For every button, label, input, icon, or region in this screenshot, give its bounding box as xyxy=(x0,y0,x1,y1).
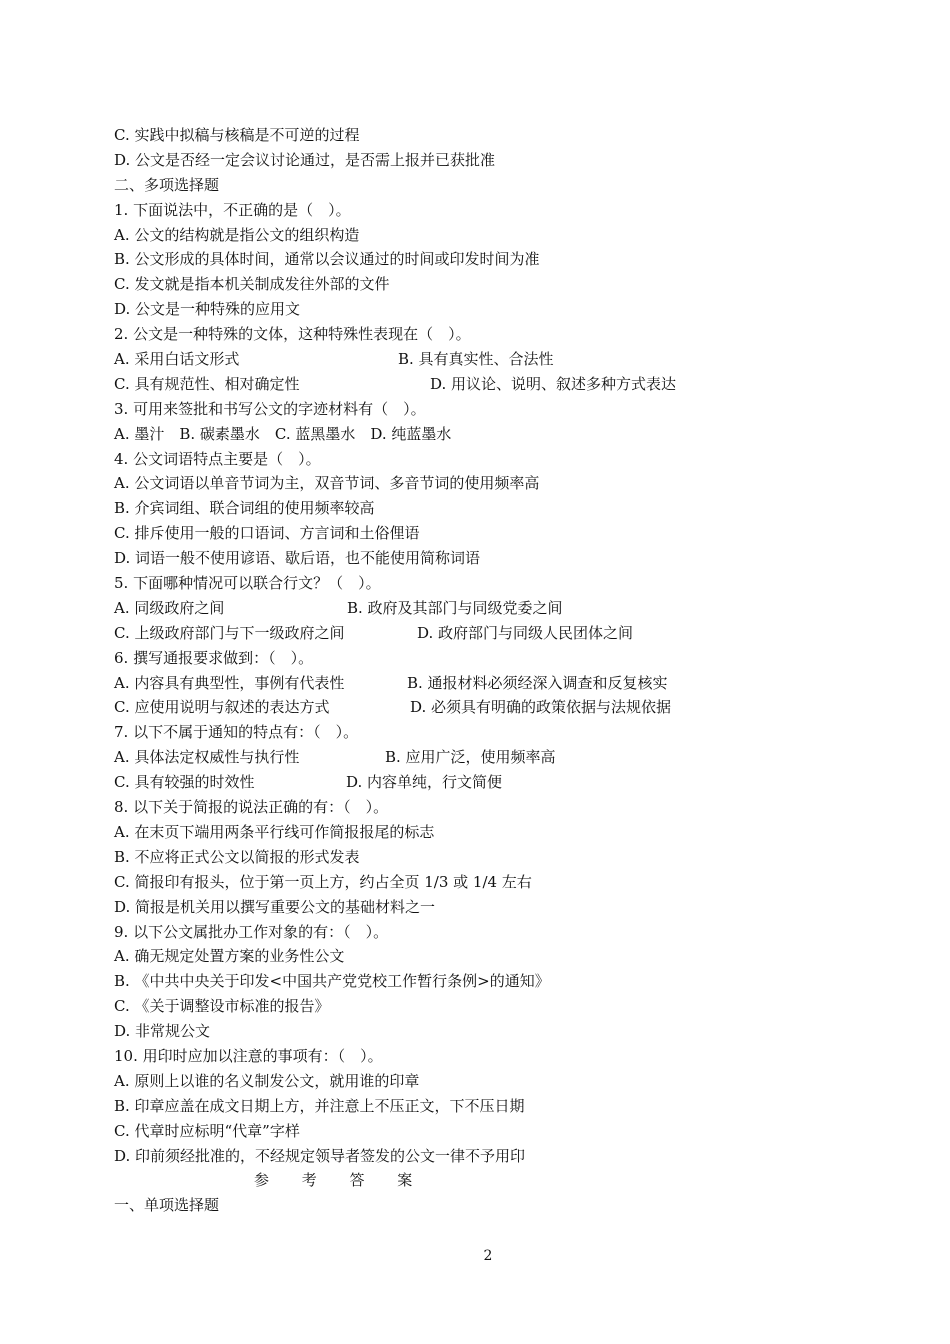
question-line: 5. 下面哪种情况可以联合行文？（ ）。 xyxy=(114,574,381,593)
question-line: 10. 用印时应加以注意的事项有：（ ）。 xyxy=(114,1046,383,1065)
question-line: 7. 以下不属于通知的特点有：（ ）。 xyxy=(114,723,359,742)
option-row xyxy=(114,621,814,646)
option-line: C. 《关于调整设市标准的报告》 xyxy=(114,997,330,1016)
option-a: A. 具体法定权威性与执行性 xyxy=(114,748,300,767)
option-line: A. 确无规定处置方案的业务性公文 xyxy=(114,947,345,966)
option-line: C. 简报印有报头，位于第一页上方，约占全页 1/3 或 1/4 左右 xyxy=(114,872,532,891)
question-line: 2. 公文是一种特殊的文体，这种特殊性表现在（ ）。 xyxy=(114,325,471,344)
option-row xyxy=(114,770,814,795)
question-line: 3. 可用来签批和书写公文的字迹材料有（ ）。 xyxy=(114,399,426,418)
option-b: B. 政府及其部门与同级党委之间 xyxy=(347,598,563,617)
question-line: 8. 以下关于简报的说法正确的有：（ ）。 xyxy=(114,798,389,817)
question-line: 4. 公文词语特点主要是（ ）。 xyxy=(114,449,321,468)
option-line: A. 公文词语以单音节词为主，双音节词、多音节词的使用频率高 xyxy=(114,474,540,493)
section-heading: 二、多项选择题 xyxy=(114,175,220,194)
answer-section-heading: 一、单项选择题 xyxy=(114,1196,220,1215)
option-row xyxy=(114,671,814,696)
option-line: A. 墨汁 B. 碳素墨水 C. 蓝黑墨水 D. 纯蓝墨水 xyxy=(114,424,452,443)
option-row xyxy=(114,745,814,770)
option-c: C. 应使用说明与叙述的表达方式 xyxy=(114,698,330,717)
option-line: A. 在末页下端用两条平行线可作简报报尾的标志 xyxy=(114,822,435,841)
option-line: A. 原则上以谁的名义制发公文，就用谁的印章 xyxy=(114,1071,420,1090)
answer-title: 参 考 答 案 xyxy=(254,1171,427,1190)
option-line: D. 词语一般不使用谚语、歇后语，也不能使用简称词语 xyxy=(114,549,481,568)
option-d: D. 必须具有明确的政策依据与法规依据 xyxy=(410,698,672,717)
option-line: C. 排斥使用一般的口语词、方言词和土俗俚语 xyxy=(114,524,420,543)
text-line: C. 实践中拟稿与核稿是不可逆的过程 xyxy=(114,126,360,144)
option-row xyxy=(114,596,814,621)
option-row xyxy=(114,347,814,372)
option-line: D. 非常规公文 xyxy=(114,1022,211,1041)
option-b: B. 应用广泛，使用频率高 xyxy=(385,748,556,767)
option-line: C. 代章时应标明“代章”字样 xyxy=(114,1121,300,1140)
option-d: D. 内容单纯，行文简便 xyxy=(346,773,503,792)
option-d: D. 政府部门与同级人民团体之间 xyxy=(417,623,634,642)
option-a: A. 采用白话文形式 xyxy=(114,350,240,369)
option-line: D. 简报是机关用以撰写重要公文的基础材料之一 xyxy=(114,897,436,916)
page-number: 2 xyxy=(483,1248,493,1264)
option-line: B. 不应将正式公文以简报的形式发表 xyxy=(114,847,360,866)
option-row xyxy=(114,372,814,397)
option-line: B. 介宾词组、联合词组的使用频率较高 xyxy=(114,499,375,518)
question-line: 1. 下面说法中，不正确的是（ ）。 xyxy=(114,200,351,219)
option-c: C. 上级政府部门与下一级政府之间 xyxy=(114,623,345,642)
option-a: A. 同级政府之间 xyxy=(114,598,225,617)
question-line: 6. 撰写通报要求做到：（ ）。 xyxy=(114,648,314,667)
document-body xyxy=(114,123,814,1218)
option-line: B. 《中共中央关于印发<中国共产党党校工作暂行条例>的通知》 xyxy=(114,972,550,991)
option-a: A. 内容具有典型性，事例有代表性 xyxy=(114,673,345,692)
option-line: D. 印前须经批准的，不经规定领导者签发的公文一律不予用印 xyxy=(114,1146,526,1165)
option-line: B. 印章应盖在成文日期上方，并注意上不压正文，下不压日期 xyxy=(114,1096,525,1115)
option-line: B. 公文形成的具体时间，通常以会议通过的时间或印发时间为准 xyxy=(114,250,540,269)
option-row xyxy=(114,695,814,720)
option-line: D. 公文是一种特殊的应用文 xyxy=(114,300,301,319)
option-d: D. 用议论、说明、叙述多种方式表达 xyxy=(430,374,677,393)
option-line: C. 发文就是指本机关制成发往外部的文件 xyxy=(114,275,390,294)
option-b: B. 通报材料必须经深入调查和反复核实 xyxy=(407,673,668,692)
option-c: C. 具有规范性、相对确定性 xyxy=(114,374,300,393)
option-b: B. 具有真实性、合法性 xyxy=(398,350,554,369)
option-c: C. 具有较强的时效性 xyxy=(114,773,255,792)
option-line: A. 公文的结构就是指公文的组织构造 xyxy=(114,225,360,244)
text-line: D. 公文是否经一定会议讨论通过，是否需上报并已获批准 xyxy=(114,150,496,169)
question-line: 9. 以下公文属批办工作对象的有：（ ）。 xyxy=(114,922,389,941)
